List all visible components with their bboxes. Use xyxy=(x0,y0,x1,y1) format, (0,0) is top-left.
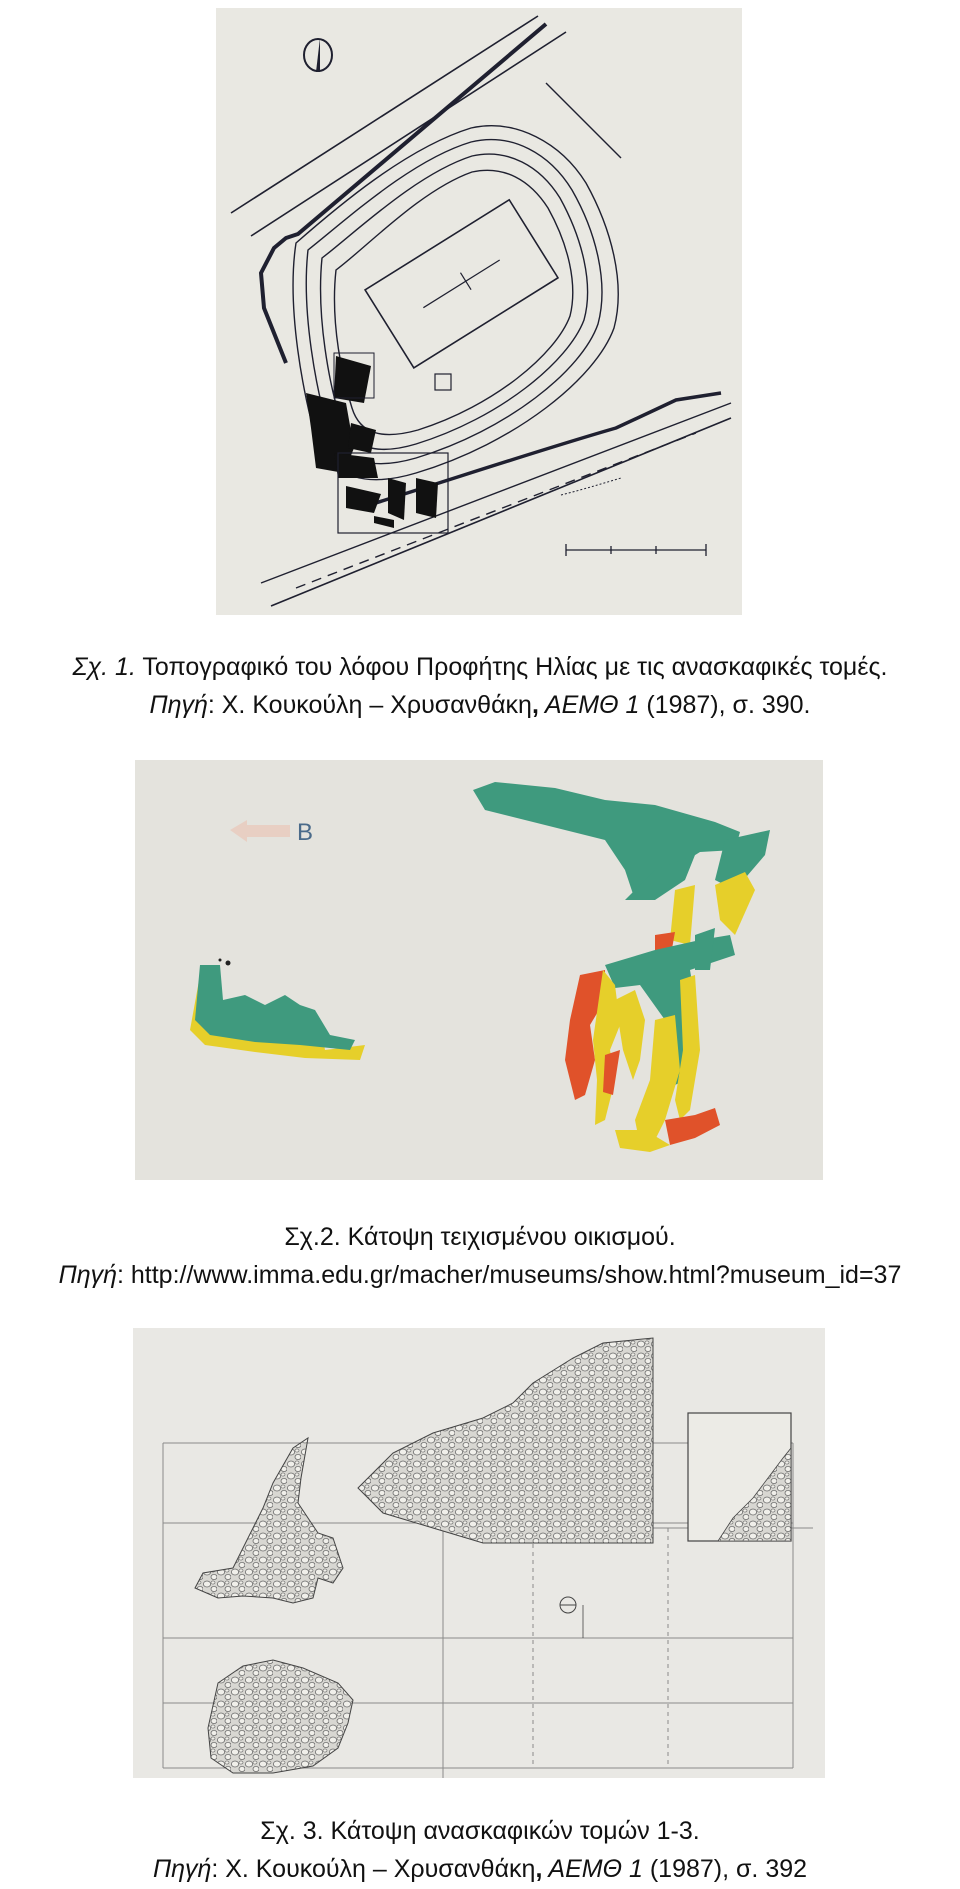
source-label: Πηγή xyxy=(58,1261,117,1289)
source-pages: (1987), σ. 390. xyxy=(639,691,811,719)
figure-1-caption xyxy=(0,648,960,724)
compass-label: Β xyxy=(297,819,314,846)
trench-plan-drawing xyxy=(133,1328,825,1778)
topographic-drawing xyxy=(216,8,742,615)
source-journal: ΑΕΜΘ 1 xyxy=(538,691,640,719)
source-comma: , xyxy=(535,1855,543,1883)
source-journal: ΑΕΜΘ 1 xyxy=(542,1855,643,1883)
figure-3-caption-line-2 xyxy=(0,1850,960,1888)
compass-arrow-icon xyxy=(230,820,290,842)
figure-title: Τοπογραφικό του λόφου Προφήτης Ηλίας με τις ανασκαφικές τομές. xyxy=(135,653,888,681)
figure-1-caption-line-1 xyxy=(0,648,960,686)
figure-2-settlement-plan xyxy=(135,760,823,1180)
figure-1-caption-line-2 xyxy=(0,686,960,724)
figure-title: Σχ.2. Κάτοψη τειχισμένου οικισμού. xyxy=(284,1223,676,1251)
figure-2-caption xyxy=(0,1218,960,1294)
figure-3-trench-plan xyxy=(133,1328,825,1778)
source-label: Πηγή xyxy=(152,1855,212,1883)
figure-1-topographic-plan xyxy=(216,8,742,615)
figure-title: Σχ. 3. Κάτοψη ανασκαφικών τομών 1-3. xyxy=(260,1817,700,1845)
source-pages: (1987), σ. 392 xyxy=(642,1855,808,1883)
figure-3-caption-line-1 xyxy=(0,1812,960,1850)
figure-3-caption xyxy=(0,1812,960,1888)
north-arrow-icon xyxy=(304,38,332,72)
settlement-plan-drawing xyxy=(135,760,823,1180)
source-comma: , xyxy=(531,691,539,719)
source-author: : Χ. Κουκούλη – Χρυσανθάκη xyxy=(211,1855,536,1883)
figure-2-caption-line-2 xyxy=(0,1256,960,1294)
source-url: : http://www.imma.edu.gr/macher/museums/show.html?museum_id=37 xyxy=(117,1261,902,1289)
source-author: : Χ. Κουκούλη – Χρυσανθάκη xyxy=(207,691,532,719)
figure-label: Σχ. 1. xyxy=(72,653,136,681)
source-label: Πηγή xyxy=(149,691,208,719)
figure-2-caption-line-1 xyxy=(0,1218,960,1256)
